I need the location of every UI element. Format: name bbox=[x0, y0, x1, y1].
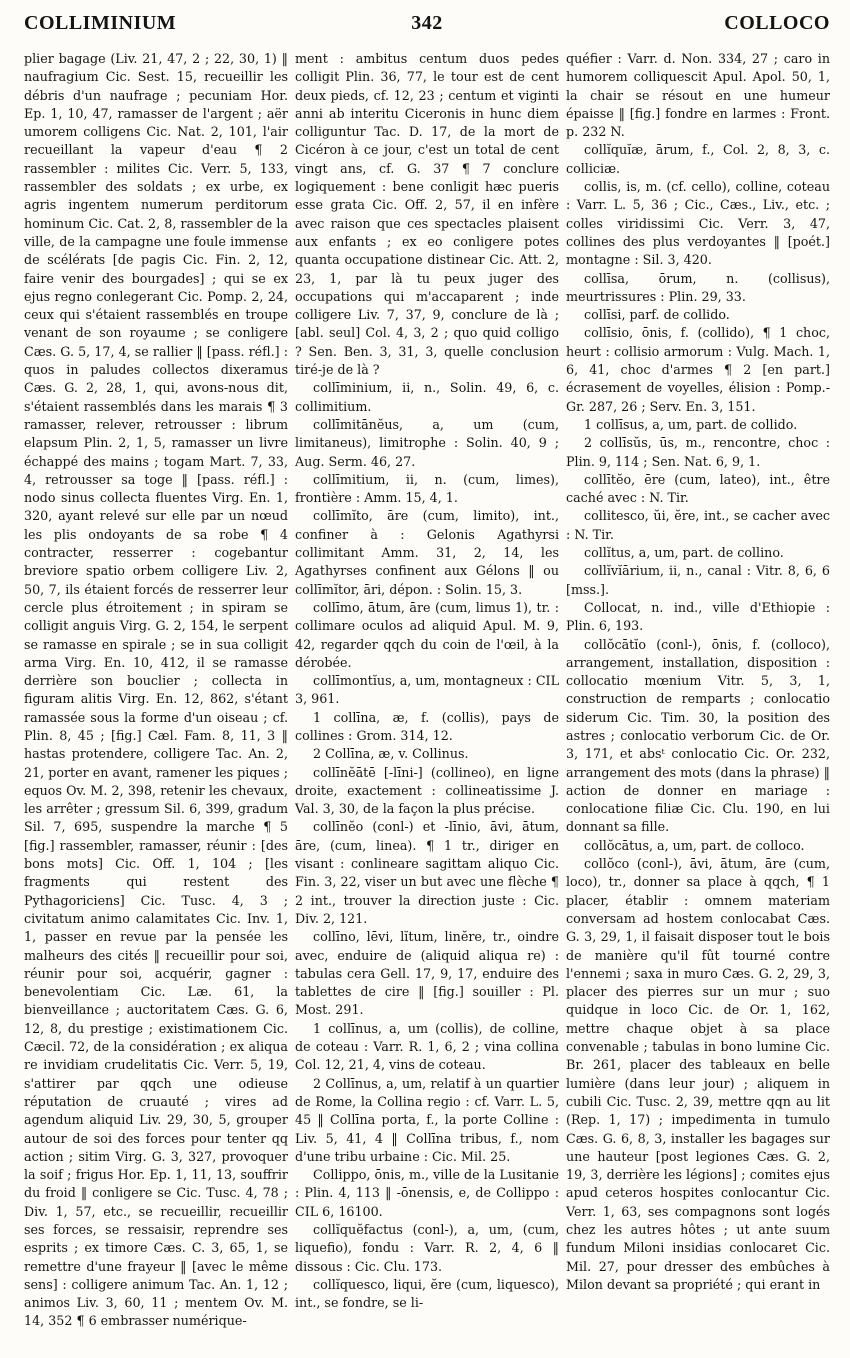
entry-collina-2: 2 Collīna, æ, v. Collinus. bbox=[313, 746, 469, 762]
entry-collitesco: collitesco, ŭi, ĕre, int., se cacher avec : N. Tir. bbox=[566, 508, 830, 542]
running-header bbox=[24, 12, 830, 44]
entry-continued: quéfier : Varr. d. Non. 334, 27 ; caro in humorem colliquescit Apul. Apol. 50, 1, la chair se résout en une humeur épaisse ‖ [fig.] fondre en larmes : Front. p. 232 N. bbox=[566, 51, 830, 140]
entry-colliquefactus: collĭquĕfactus (conl-), a, um, (cum, liquefio), fondu : Varr. R. 2, 4, 6 ‖ dissous : Cic. Clu. 173. bbox=[295, 1222, 559, 1274]
entry-collippo: Collippo, ōnis, m., ville de la Lusitanie : Plin. 4, 113 ‖ -ōnensis, e, de Collippo : CIL 6, 16100. bbox=[295, 1167, 559, 1219]
entry-collineate: collīnĕātē [-līni-] (collineo), en ligne droite, exactement : collineatissime J. Val. 3, 30, de la façon la plus précise. bbox=[295, 764, 559, 817]
entry-continued: ment : ambitus centum duos pedes colligit Plin. 36, 77, le tour est de cent deux pieds, cf. 12, 23 ; centum et viginti anni ab interitu Ciceronis in hunc diem colliguntur Tac. D. 17, de la mort de Cicéron à ce jour, c'est un total de cent vingt ans, cf. G. 37 ¶ 7 conclure logiquement : bene conligit hæc pueris esse grata Cic. Off. 2, 57, il en infère avec raison que ces spectacles plaisent aux enfants ; ex eo conligere potes quanta occupatione distinear Cic. Att. 2, 23, 1, par là tu peux juger des occupations qui m'accaparent ; inde colligere Liv. 7, 37, 9, conclure de là ; [abl. seul] Col. 4, 3, 2 ; quo quid colligo ? Sen. Ben. 3, 31, 3, quelle conclusion tiré-je de là ? bbox=[295, 51, 559, 378]
entry-collisus-1: 1 collīsus, a, um, part. de collido. bbox=[584, 416, 798, 432]
entry-collocatus: collŏcātus, a, um, part. de colloco. bbox=[584, 837, 805, 853]
entry-collinus-1: 1 collīnus, a, um (collis), de colline, de coteau : Varr. R. 1, 6, 2 ; vina collina Col. 12, 21, 4, vins de coteau. bbox=[295, 1020, 559, 1073]
header-right-word: COLLOCO bbox=[724, 12, 830, 34]
entry-collimito: collīmĭto, āre (cum, limito), int., confiner à : Gelonis Agathyrsi collimitant Amm. 31, 2, 14, les Agathyrses confinent aux Gélons ‖ ou collīmĭtor, āri, dépon. : Solin. 15, 3. bbox=[295, 508, 559, 597]
entry-continued: plier bagage (Liv. 21, 47, 2 ; 22, 30, 1) ‖ naufragium Cic. Sest. 15, recueillir les débris d'un naufrage ; pecuniam Hor. Ep. 1, 10, 47, ramasser de l'argent ; aër umorem colligens Cic. Nat. 2, 101, l'air recueillant la vapeur d'eau ¶ 2 rassembler : milites Cic. Verr. 5, 133, rassembler des soldats ; ex urbe, ex agris ingentem numerum perditorum hominum Cic. Cat. 2, 8, rassembler de la ville, de la campagne une foule immense de scélérats [de pagis Cic. Fin. 2, 12, faire venir des bourgades] ; qui se ex ejus regno conlegerant Cic. Pomp. 2, 24, ceux qui s'étaient rassemblés en troupe venant de son royaume ; se conligere Cæs. G. 5, 17, 4, se rallier ‖ [pass. réfl.] : quos in paludes collectos dixeramus Cæs. G. 2, 28, 1, qui, avons-nous dit, s'étaient rassemblés dans les marais ¶ 3 ramasser, relever, retrousser : librum elapsum Plin. 2, 1, 5, ramasser un livre échappé des mains ; togam Mart. 7, 33, 4, retrousser sa toge ‖ [pass. réfl.] : nodo sinus collecta fluentes Virg. En. 1, 320, ayant relevé sur elle par un nœud les plis ondoyants de sa robe ¶ 4 contracter, resserrer : cogebantur breviore spatio orbem colligere Liv. 2, 50, 7, ils étaient forcés de resserrer leur cercle plus étroitement ; in spiram se colligit anguis Virg. G. 2, 154, le serpent se ramasse en spirale ; se in sua colligit arma Virg. En. 10, 412, il se ramasse derrière son bouclier ; collecta in figuram alitis Virg. En. 12, 862, s'étant ramassée sous la forme d'un oiseau ; cf. Plin. 8, 45 ; [fig.] Cæl. Fam. 8, 11, 3 ‖ hastas protendere, colligere Tac. An. 2, 21, porter en avant, ramener les piques ; equos Ov. M. 2, 398, retenir les chevaux, les arrêter ; gressum Sil. 6, 399, gradum Sil. 7, 695, suspendre la marche ¶ 5 [fig.] rassembler, ramasser, réunir : [des bons mots] Cic. Off. 1, 104 ; [les fragments qui restent des Pythagoriciens] Cic. Tusc. 4, 3 ; civitatum animo calamitates Cic. Inv. 1, 1, passer en revue par la pensée les malheurs des cités ‖ recueillir pour soi, réunir pour soi, acquérir, gagner : benevolentiam Cic. Læ. 61, la bienveillance ; auctoritatem Cæs. G. 6, 12, 8, du prestige ; existimationem Cic. Cæcil. 72, de la considération ; ex aliqua re invidiam crudelitatis Cic. Verr. 5, 19, s'attirer par qqch une odieuse réputation de cruauté ; vires ad agendum aliquid Liv. 29, 30, 5, grouper autour de soi des forces pour tenter qq action ; sitim Virg. G. 3, 327, provoquer la soif ; frigus Hor. Ep. 1, 11, 13, souffrir du froid ‖ conligere se Cic. Tusc. 4, 78 ; Div. 1, 57, etc., se recueillir, recueillir ses forces, se ressaisir, reprendre ses esprits ; ex timore Cæs. C. 3, 65, 1, se remettre d'une frayeur ‖ [avec le même sens] : colligere animum Tac. An. 1, 12 ; animos Liv. 3, 60, 11 ; mentem Ov. M. 14, 352 ¶ 6 embrasser numérique- bbox=[24, 51, 288, 1329]
column-2 bbox=[295, 50, 559, 1350]
entry-collocat: Collocat, n. ind., ville d'Ethiopie : Plin. 6, 193. bbox=[566, 599, 830, 634]
header-left-word: COLLIMINIUM bbox=[24, 12, 177, 34]
entry-colliquesco: collĭquesco, liqui, ĕre (cum, liquesco), int., se fondre, se li- bbox=[295, 1276, 559, 1311]
page-number: 342 bbox=[411, 12, 443, 34]
entry-colliteo: collītĕo, ēre (cum, lateo), int., être caché avec : N. Tir. bbox=[566, 471, 830, 506]
entry-collitus: collĭtus, a, um, part. de collino. bbox=[584, 545, 784, 561]
entry-collisi: collīsi, parf. de collido. bbox=[584, 307, 730, 323]
entry-collino: collīno, lēvi, lĭtum, linĕre, tr., oindre avec, enduire de (aliquid aliqua re) : tabulas cera Gell. 17, 9, 17, enduire des tablettes de cire ‖ [fig.] souiller : Pl. Most. 291. bbox=[295, 929, 559, 1018]
entry-collisus-2: 2 collīsŭs, ūs, m., rencontre, choc : Plin. 9, 114 ; Sen. Nat. 6, 9, 1. bbox=[566, 435, 830, 469]
entry-collocatio: collŏcātĭo (conl-), ōnis, f. (colloco), arrangement, installation, disposition : collocatio mœnium Vitr. 5, 3, 1, construction de remparts ; conlocatio siderum Cic. Tim. 30, la position des astres ; conlocatio verborum Cic. de Or. 3, 171, et absᵗ conlocatio Cic. Or. 232, arrangement des mots (dans la phrase) ‖ action de donner en mariage : conlocatione filiæ Cic. Clu. 190, en lui donnant sa fille. bbox=[566, 636, 830, 835]
entry-colliquiae: collĭquĭæ, ārum, f., Col. 2, 8, 3, c. colliciæ. bbox=[566, 142, 830, 176]
entry-collis: collis, is, m. (cf. cello), colline, coteau : Varr. L. 5, 36 ; Cic., Cæs., Liv., etc. ; colles viridissimi Cic. Verr. 3, 47, collines des plus verdoyantes ‖ [poét.] montagne : Sil. 3, 420. bbox=[566, 179, 830, 268]
dictionary-columns bbox=[24, 50, 830, 1350]
entry-collina-1: 1 collīna, æ, f. (collis), pays de collines : Grom. 314, 12. bbox=[295, 709, 559, 743]
column-1 bbox=[24, 50, 288, 1350]
entry-colloco: collŏco (conl-), āvi, ātum, āre (cum, loco), tr., donner sa place à qqch, ¶ 1 placer, établir : omnem materiam conversam ad hostem conlocabat Cæs. G. 3, 29, 1, il faisait disposer tout le bois de manière qu'il fût tourné contre l'ennemi ; saxa in muro Cæs. G. 2, 29, 3, placer des pierres sur un mur ; suo quidque in loco Cic. de Or. 1, 162, mettre chaque objet à sa place convenable ; tabulas in bono lumine Cic. Br. 261, placer des tableaux en belle lumière (dans leur jour) ; aliquem in cubili Cic. Tusc. 2, 39, mettre qqn au lit (Rep. 1, 17) ; impedimenta in tumulo Cæs. G. 6, 8, 3, installer les bagages sur une hauteur [post legiones Cæs. G. 2, 19, 3, derrière les légions] ; comites ejus apud ceteros hospites conlocantur Cic. Verr. 1, 63, ses compagnons sont logés chez les autres hôtes ; ut ante suum fundum Miloni insidias conlocaret Cic. Mil. 27, pour dresser des embûches à Milon devant sa propriété ; qui erant in bbox=[566, 856, 830, 1292]
entry-collimitaneus: collīmitānĕus, a, um (cum, limitaneus), limitrophe : Solin. 40, 9 ; Aug. Serm. 46, 27. bbox=[295, 416, 559, 469]
entry-collimontius: collīmontĭus, a, um, montagneux : CIL 3, 961. bbox=[295, 673, 559, 707]
column-3 bbox=[566, 50, 830, 1350]
entry-collimo: collīmo, ātum, āre (cum, limus 1), tr. : collimare oculos ad aliquid Apul. M. 9, 42, regarder qqch du coin de l'œil, à la dérobée. bbox=[295, 599, 559, 670]
entry-collinus-2: 2 Collīnus, a, um, relatif à un quartier de Rome, la Collina regio : cf. Varr. L. 5, 45 ‖ Collīna porta, f., la porte Colline : Liv. 5, 41, 4 ‖ Collīna tribus, f., nom d'une tribu urbaine : Cic. Mil. 25. bbox=[295, 1075, 559, 1164]
entry-colliminium: collīminium, ii, n., Solin. 49, 6, c. collimitium. bbox=[295, 380, 559, 414]
entry-collisio: collīsio, ōnis, f. (collido), ¶ 1 choc, heurt : collisio armorum : Vulg. Mach. 1, 6, 41, choc d'armes ¶ 2 [en part.] écrasement de voyelles, élision : Pomp.-Gr. 287, 26 ; Serv. En. 3, 151. bbox=[566, 325, 830, 414]
entry-collimitium: collīmitium, ii, n. (cum, limes), frontière : Amm. 15, 4, 1. bbox=[295, 471, 559, 506]
entry-collisa: collīsa, ōrum, n. (collisus), meurtrissures : Plin. 29, 33. bbox=[566, 270, 830, 304]
entry-collineo: collīnĕo (conl-) et -līnio, āvi, ātum, āre, (cum, linea). ¶ 1 tr., diriger en visant : conlineare sagittam aliquo Cic. Fin. 3, 22, viser un but avec une flèche ¶ 2 int., trouver la direction juste : Cic. Div. 2, 121. bbox=[295, 819, 559, 926]
entry-colliviarium: collĭvĭārium, ii, n., canal : Vitr. 8, 6, 6 [mss.]. bbox=[566, 563, 830, 597]
